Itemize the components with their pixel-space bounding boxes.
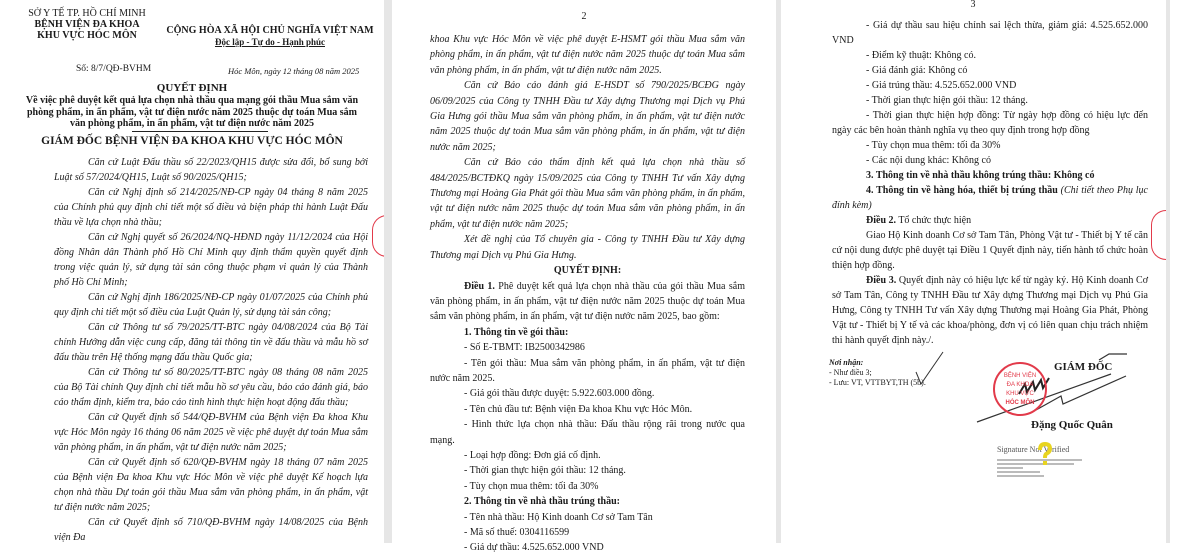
hospital-area: KHU VỰC HÓC MÔN bbox=[37, 30, 137, 41]
legal-basis: Căn cứ Quyết định số 710/QĐ-BVHM ngày 14/08/2025 của Bệnh viện Đa bbox=[54, 517, 368, 543]
article-2 bbox=[832, 213, 1148, 228]
signature-marks bbox=[781, 332, 1166, 452]
info-item: - Các nội dung khác: Không có bbox=[866, 155, 991, 166]
document-number: Số: 8/7/QĐ-BVHM bbox=[76, 64, 152, 74]
issuing-authority: GIÁM ĐỐC BỆNH VIỆN ĐA KHOA KHU VỰC HÓC MÔN bbox=[41, 135, 343, 147]
legal-basis: Căn cứ Nghị quyết số 26/2024/NQ-HĐND ngày 11/12/2024 của Hội đồng Nhân dân Thành phố Hồ Chí Minh quy định thẩm quyền quyết định trong việc quản lý, sử dụng tài sản công thuộc phạm vi quản lý của Thành phố Hồ Chí Minh; bbox=[54, 232, 368, 288]
stamp-line: BỆNH VIỆN bbox=[1003, 373, 1037, 379]
info-item: - Tên nhà thầu: Hộ Kinh doanh Cơ sở Tam Tân bbox=[464, 511, 653, 523]
info-item: - Mã số thuế: 0304116599 bbox=[464, 527, 570, 538]
info-item: - Thời gian thực hiện hợp đồng: Từ ngày hợp đồng có hiệu lực đến ngày các bên hoàn thành nghĩa vụ theo quy định trong hợp đồng bbox=[832, 110, 1148, 136]
info-item: - Tùy chọn mua thêm: tối đa 30% bbox=[866, 140, 1001, 151]
legal-basis: Căn cứ Quyết định số 544/QĐ-BVHM của Bệnh viện Đa khoa Khu vực Hóc Môn ngày 16 tháng 06 năm 2025 về việc phê duyệt dự toán Mua sắm văn phòng phẩm, in ấn phẩm, vật tư điện nước năm 2025; bbox=[54, 412, 368, 453]
article-text: Giao Hộ Kinh doanh Cơ sở Tam Tân, Phòng Vật tư - Thiết bị Y tế căn cứ nội dung được phê duyệt tại Điều 1 Quyết định này, tiến hành tổ chức hoàn thiện hợp đồng. bbox=[832, 230, 1148, 271]
info-item: - Thời gian thực hiện gói thầu: 12 tháng. bbox=[866, 95, 1028, 106]
recipient: - Lưu: VT, VTTBYT,TH (5b). bbox=[829, 378, 926, 387]
question-mark-icon bbox=[1037, 442, 1053, 468]
legal-basis: Căn cứ Nghị định 186/2025/NĐ-CP ngày 01/07/2025 của Chính phủ quy định chi tiết một số điều của Luật Quản lý, sử dụng tài sản công; bbox=[54, 292, 368, 318]
article-text: Quyết định này có hiệu lực kể từ ngày ký. Hộ Kinh doanh Cơ sở Tam Tân, Công ty TNHH Đầu tư Xây dựng Thương mại Dịch vụ Phú Gia Hưng, Công ty TNHH Tư vấn Xây dựng Thương mại Hoàng Gia Phát, Phòng Vật tư - Thiết bị Y tế và các khoa/phòng, đơn vị có liên quan chịu trách nhiệm thi hành quyết định này./. bbox=[832, 275, 1149, 346]
info-item: - Tên gói thầu: Mua sắm văn phòng phẩm, in ấn phẩm, vật tư điện nước năm 2025. bbox=[430, 357, 745, 384]
agency-header bbox=[22, 8, 152, 41]
signature-status: Signature Not Verified bbox=[997, 445, 1070, 454]
legal-basis: Căn cứ Nghị định số 214/2025/NĐ-CP ngày 04 tháng 8 năm 2025 của Chính phủ quy định chi tiết một số điều và biện pháp thi hành Luật Đấu thầu về lựa chọn nhà thầu; bbox=[54, 187, 368, 228]
article-text: Phê duyệt kết quả lựa chọn nhà thầu của gói thầu Mua sắm văn phòng phẩm, in ấn phẩm, vật tư điện nước năm 2025 thuộc dự toán Mua sắm văn phòng phẩm, in ấn phẩm, vật tư điện nước năm 2025, bao gồm: bbox=[430, 280, 745, 323]
info-item: - Điểm kỹ thuật: Không có. bbox=[866, 50, 976, 61]
digital-signature-info bbox=[997, 442, 1092, 479]
decision-heading: QUYẾT ĐỊNH: bbox=[553, 265, 622, 277]
subtitle-line: phòng phẩm, in ấn phẩm, vật tư điện nước năm 2025 thuộc dự toán Mua sắm bbox=[27, 106, 357, 118]
signer-name: Đặng Quốc Quân bbox=[1031, 419, 1113, 431]
document-subtitle bbox=[0, 95, 384, 130]
stamp-line: KHU VỰC bbox=[1006, 391, 1034, 397]
document-title: QUYẾT ĐỊNH bbox=[156, 82, 228, 94]
info-item: - Giá trúng thầu: 4.525.652.000 VND bbox=[866, 80, 1017, 91]
info-item: - Giá dự thầu sau hiệu chỉnh sai lệch thừa, giảm giá: 4.525.652.000 VND bbox=[832, 20, 1148, 46]
section-heading bbox=[832, 183, 1148, 213]
nation-motto: Độc lập - Tự do - Hạnh phúc bbox=[214, 37, 325, 47]
page-number: 2 bbox=[581, 11, 587, 22]
stamp-line: HÓC MÔN bbox=[1005, 400, 1035, 406]
recipient: - Như điều 3; bbox=[829, 368, 872, 377]
article-label: Điều 1. bbox=[464, 280, 495, 292]
info-item: - Tùy chọn mua thêm: tối đa 30% bbox=[464, 480, 599, 492]
document-page-3 bbox=[781, 0, 1166, 543]
legal-basis: Căn cứ Báo cáo đánh giá E-HSDT số 790/2025/BCĐG ngày 06/09/2025 của Công ty TNHH Đầu tư Xây dựng Thương mại Dịch vụ Phú Gia Hưng gói thầu Mua sắm văn phòng phẩm, in ấn phẩm, vật tư điện nước năm 2025 thuộc dự toán Mua sắm văn phòng phẩm, in ấn phẩm, vật tư điện nước năm 2025; bbox=[430, 80, 745, 153]
subtitle-line: văn phòng phẩm, in ấn phẩm, vật tư điện nước năm 2025 bbox=[70, 118, 314, 129]
legal-basis: Xét đề nghị của Tổ chuyên gia - Công ty TNHH Đầu tư Xây dựng Thương mại Dịch vụ Phú Gia Hưng. bbox=[430, 234, 745, 261]
info-item: - Tên chủ đầu tư: Bệnh viện Đa khoa Khu vực Hóc Môn. bbox=[464, 403, 693, 415]
section-title: 4. Thông tin về hàng hóa, thiết bị trúng thầu bbox=[866, 185, 1058, 196]
legal-basis: Căn cứ Quyết định số 620/QĐ-BVHM ngày 18 tháng 07 năm 2025 của Bệnh viện Đa khoa Khu vực Hóc Môn về việc phê duyệt Kế hoạch lựa chọn nhà thầu Dự toán gói thầu Mua sắm văn phòng phẩm, in ấn phẩm, vật tư điện nước năm 2025; bbox=[54, 457, 368, 513]
info-item: - Số E-TBMT: IB2500342986 bbox=[464, 342, 585, 354]
section-heading: 3. Thông tin về nhà thầu không trúng thầu: Không có bbox=[866, 170, 1095, 181]
hospital-name: BỆNH VIỆN ĐA KHOA bbox=[34, 19, 140, 30]
section-heading: 2. Thông tin về nhà thầu trúng thầu: bbox=[464, 496, 620, 508]
page-3-body bbox=[829, 18, 1149, 484]
document-page-1 bbox=[0, 0, 384, 543]
article-title: Tổ chức thực hiện bbox=[896, 215, 972, 226]
legal-basis: khoa Khu vực Hóc Môn về việc phê duyệt E-HSMT gói thầu Mua sắm văn phòng phẩm, in ấn phẩm, vật tư điện nước năm 2025 thuộc dự toán Mua sắm văn phòng phẩm, in ấn phẩm, vật tư điện nước năm 2025. bbox=[430, 34, 745, 76]
info-item: - Hình thức lựa chọn nhà thầu: Đấu thầu rộng rãi trong nước qua mạng. bbox=[430, 419, 745, 446]
article-1 bbox=[430, 279, 745, 325]
legal-basis: Căn cứ Báo cáo thẩm định kết quả lựa chọn nhà thầu số 484/2025/BCTĐKQ ngày 15/09/2025 của Công ty TNHH Tư vấn Xây dựng Thương mại Hoàng Gia Phát gói thầu Mua sắm văn phòng phẩm, in ấn phẩm, vật tư điện nước năm 2025 thuộc dự toán Mua sắm văn phòng phẩm, in ấn phẩm, vật tư điện nước năm 2025; bbox=[430, 157, 745, 230]
section-heading: 1. Thông tin về gói thầu: bbox=[464, 326, 569, 338]
recipients-label: Nơi nhận: bbox=[829, 358, 864, 367]
nation-title: CỘNG HÒA XÃ HỘI CHỦ NGHĨA VIỆT NAM bbox=[166, 25, 374, 36]
page-2-body bbox=[430, 32, 745, 556]
partial-seal-stamp bbox=[1151, 210, 1166, 260]
page-number: 3 bbox=[970, 0, 976, 10]
official-seal-stamp bbox=[993, 362, 1047, 416]
signature-block bbox=[829, 354, 1148, 484]
section-note: (Chi tiết theo Phụ lục đính kèm) bbox=[832, 185, 1148, 211]
stamp-line: ĐA KHOA bbox=[1006, 382, 1034, 388]
legal-basis: Căn cứ Thông tư số 80/2025/TT-BTC ngày 08 tháng 08 năm 2025 của Bộ Tài chính Quy định chi tiết mẫu hồ sơ yêu cầu, báo cáo đánh giá, báo cáo thẩm định, kiểm tra, báo cáo tình hình thực hiện hoạt động đấu thầu; bbox=[54, 367, 368, 408]
article-label: Điều 2. bbox=[866, 215, 896, 226]
title-divider bbox=[132, 131, 268, 132]
info-item: - Giá đánh giá: Không có bbox=[866, 65, 968, 76]
legal-bases bbox=[54, 155, 368, 545]
info-item: - Loại hợp đồng: Đơn giá cố định. bbox=[464, 449, 601, 461]
signer-title: GIÁM ĐỐC bbox=[1054, 361, 1113, 373]
legal-basis: Căn cứ Luật Đấu thầu số 22/2023/QH15 được sửa đổi, bổ sung bởi Luật số 57/2024/QH15, Luật số 90/2025/QH15; bbox=[54, 157, 368, 183]
info-item: - Thời gian thực hiện gói thầu: 12 tháng. bbox=[464, 465, 626, 477]
legal-basis: Căn cứ Thông tư số 79/2025/TT-BTC ngày 04/08/2024 của Bộ Tài chính Hướng dẫn việc cung cấp, đăng tải thông tin về đấu thầu và mẫu hồ sơ đấu thầu trên Hệ thống mạng đấu thầu Quốc gia; bbox=[54, 322, 368, 363]
article-label: Điều 3. bbox=[866, 275, 897, 286]
info-item: - Giá dự thầu: 4.525.652.000 VND bbox=[464, 542, 604, 554]
page-gap bbox=[1166, 0, 1170, 543]
place-date: Hóc Môn, ngày 12 tháng 08 năm 2025 bbox=[228, 66, 360, 76]
agency-name: SỞ Y TẾ TP. HỒ CHÍ MINH bbox=[28, 8, 146, 19]
checkmark-icon bbox=[916, 352, 943, 384]
info-item: - Giá gói thầu được duyệt: 5.922.603.000 đồng. bbox=[464, 388, 655, 400]
page-gap bbox=[384, 0, 392, 543]
subtitle-line: Về việc phê duyệt kết quả lựa chọn nhà thầu qua mạng gói thầu Mua sắm văn bbox=[25, 95, 359, 106]
document-page-2 bbox=[392, 0, 776, 554]
